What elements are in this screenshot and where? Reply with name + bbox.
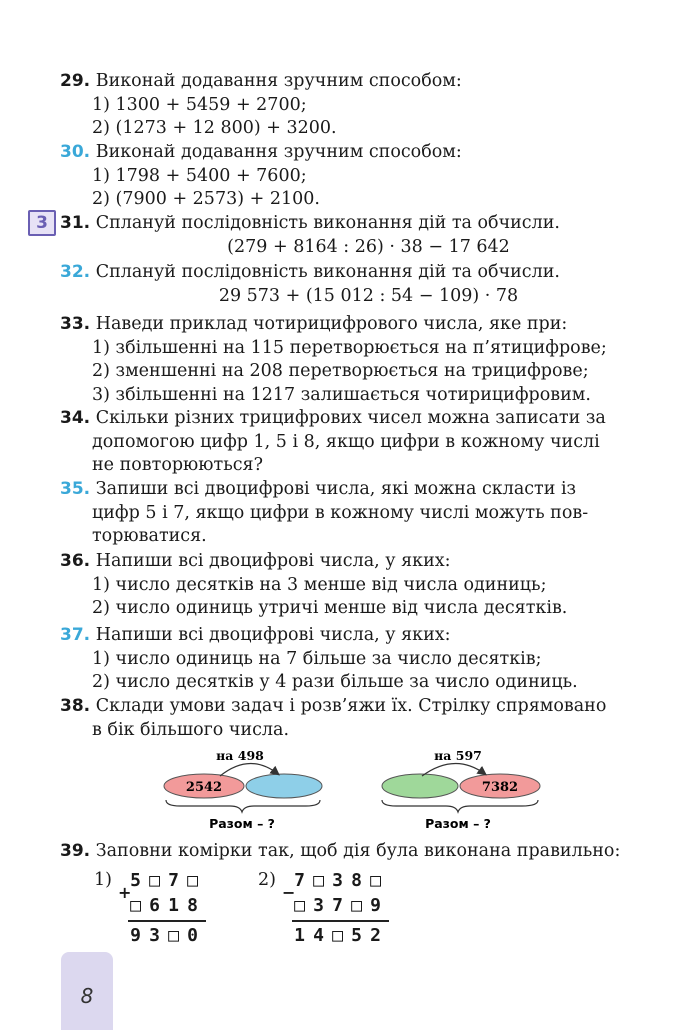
task-item: 2) (7900 + 2573) + 2100.: [92, 189, 320, 209]
digit: 1: [294, 925, 305, 946]
task-text: Склади умови задач і розв’яжи їх. Стрілку спрямовано: [95, 696, 607, 716]
digit: 7: [332, 895, 343, 916]
digit: 7: [168, 870, 179, 891]
digit: 9: [130, 925, 141, 946]
task-item: 1) 1300 + 5459 + 2700;: [92, 94, 307, 115]
total-label: Разом – ?: [209, 816, 275, 831]
task-number: 29.: [60, 71, 91, 91]
total-label: Разом – ?: [425, 816, 491, 831]
calc-label: 1): [94, 870, 112, 890]
task-text: Сплануй послідовність виконання дій та обчисли.: [95, 213, 560, 233]
digit: 3: [332, 870, 343, 891]
digit: 0: [187, 925, 198, 946]
unknown-number-oval: [246, 774, 322, 798]
digit: 3: [149, 925, 160, 946]
task-item: 2) число одиниць утричі менше від числа десятків.: [92, 598, 568, 618]
task-38: [60, 695, 645, 742]
digit: 5: [130, 870, 141, 891]
task-29: [60, 70, 645, 141]
task-number: 31.: [60, 213, 91, 233]
task-text: Наведи приклад чотирицифрового числа, яке при:: [95, 314, 568, 334]
digit: 9: [370, 895, 381, 916]
task-number: 36.: [60, 551, 91, 571]
task-text: допомогою цифр 1, 5 і 8, якщо цифри в кожному числі: [92, 431, 600, 452]
addend-row: [128, 895, 204, 916]
plus-sign: +: [118, 883, 132, 902]
arrow-label: на 597: [434, 748, 482, 763]
task-number: 33.: [60, 314, 91, 334]
digit: 4: [313, 925, 324, 946]
task-expression: 29 573 + (15 012 : 54 − 109) · 78: [218, 285, 519, 306]
calc-label: 2): [258, 870, 276, 890]
known-number-label: 7382: [481, 780, 519, 795]
task-number: 37.: [60, 625, 91, 645]
task-text: цифр 5 і 7, якщо цифри в кожному числі можуть пов-: [92, 502, 589, 523]
task-text: Скільки різних трицифрових чисел можна записати за: [95, 408, 606, 428]
empty-cell[interactable]: □: [294, 895, 305, 916]
task-36: [60, 550, 645, 621]
task-30: [60, 141, 645, 212]
digit: 3: [313, 895, 324, 916]
difference-rule: [292, 920, 389, 922]
task-text: Сплануй послідовність виконання дій та обчисли.: [95, 262, 560, 282]
digit: 8: [351, 870, 362, 891]
task-item: 1) збільшенні на 115 перетворюється на п’ятицифрове;: [92, 337, 607, 358]
task-number: 32.: [60, 262, 91, 282]
task-text: торюватися.: [92, 526, 207, 546]
task-text: Заповни комірки так, щоб дія була виконана правильно:: [95, 841, 621, 861]
task-item: 1) 1798 + 5400 + 7600;: [92, 165, 307, 186]
task-number: 30.: [60, 142, 91, 162]
empty-cell[interactable]: □: [130, 895, 141, 916]
digit: 1: [168, 895, 179, 916]
difficulty-level-badge: 3: [28, 210, 56, 236]
task-number: 35.: [60, 479, 91, 499]
task-item: 3) збільшенні на 1217 залишається чотирицифровим.: [92, 384, 591, 405]
minuend-row: [292, 870, 387, 891]
empty-cell[interactable]: □: [168, 925, 179, 946]
empty-cell[interactable]: □: [370, 870, 381, 891]
subtrahend-row: [292, 895, 387, 916]
task-text: Запиши всі двоцифрові числа, які можна скласти із: [95, 479, 577, 499]
empty-cell[interactable]: □: [149, 870, 160, 891]
task-34: [60, 407, 645, 478]
task-32: [60, 261, 645, 308]
task-text: в бік більшого числа.: [92, 719, 290, 740]
empty-cell[interactable]: □: [351, 895, 362, 916]
task-item: 1) число одиниць на 7 більше за число десятків;: [92, 648, 542, 669]
arrow-label: на 498: [216, 748, 264, 763]
sum-row: [128, 925, 204, 946]
task-item: 1) число десятків на 3 менше від числа одиниць;: [92, 574, 547, 595]
addend-row: [128, 870, 204, 891]
task-text: Напиши всі двоцифрові числа, у яких:: [95, 551, 451, 571]
task-31: [60, 212, 645, 259]
task-number: 34.: [60, 408, 91, 428]
task-item: 2) (1273 + 12 800) + 3200.: [92, 118, 337, 138]
digit: 2: [370, 925, 381, 946]
task-38-diagram: [160, 746, 560, 836]
empty-cell[interactable]: □: [332, 925, 343, 946]
task-number: 39.: [60, 841, 91, 861]
comparison-arrow: [220, 763, 278, 776]
task-text: не повторюються?: [92, 455, 263, 475]
task-text: Напиши всі двоцифрові числа, у яких:: [95, 625, 451, 645]
empty-cell[interactable]: □: [313, 870, 324, 891]
digit: 7: [294, 870, 305, 891]
sum-rule: [128, 920, 206, 922]
empty-cell[interactable]: □: [187, 870, 198, 891]
task-33: [60, 313, 645, 407]
digit: 5: [351, 925, 362, 946]
minus-sign: −: [282, 883, 296, 902]
difference-row: [292, 925, 387, 946]
total-brace: [382, 800, 538, 812]
task-39: [60, 840, 645, 864]
task-item: 2) зменшенні на 208 перетворюється на трицифрове;: [92, 361, 589, 381]
task-37: [60, 624, 645, 695]
task-text: Виконай додавання зручним способом:: [95, 71, 462, 91]
digit: 8: [187, 895, 198, 916]
digit: 6: [149, 895, 160, 916]
unknown-number-oval: [382, 774, 458, 798]
known-number-label: 2542: [185, 780, 223, 795]
task-item: 2) число десятків у 4 рази більше за число одиниць.: [92, 672, 578, 692]
page-number: 8: [61, 952, 113, 1030]
task-35: [60, 478, 645, 549]
total-brace: [166, 800, 320, 812]
task-number: 38.: [60, 696, 91, 716]
task-expression: (279 + 8164 : 26) · 38 − 17 642: [227, 236, 510, 257]
task-text: Виконай додавання зручним способом:: [95, 142, 462, 162]
